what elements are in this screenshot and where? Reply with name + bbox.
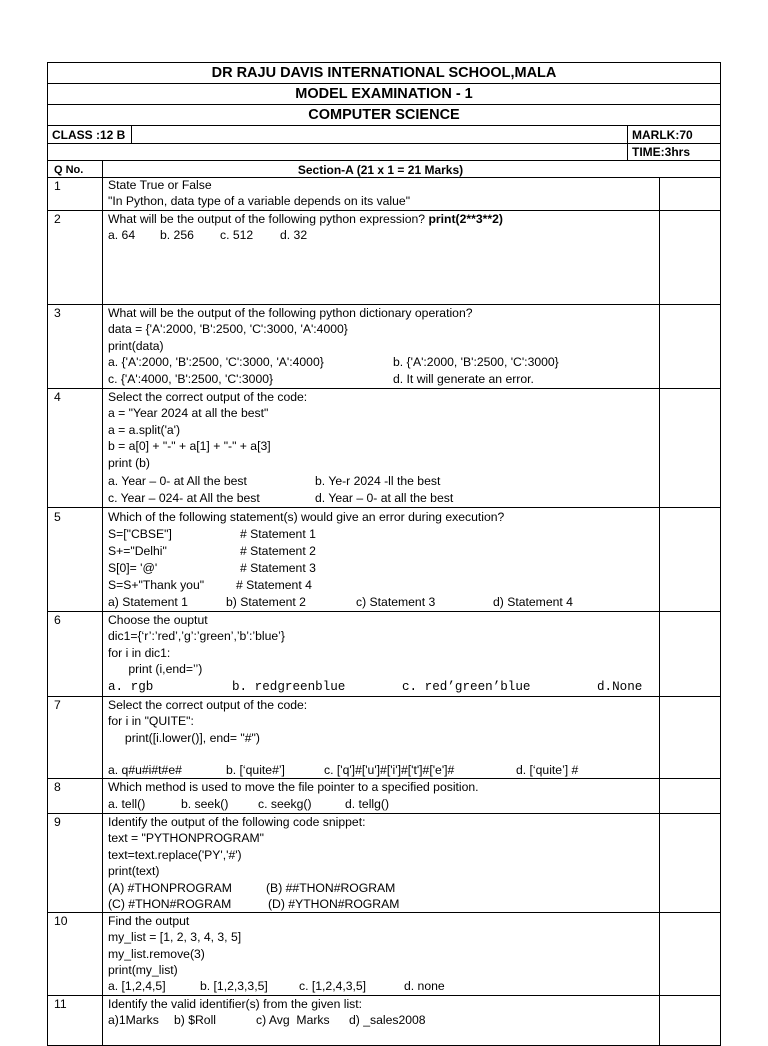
statement-label: # Statement 3 [240, 561, 316, 575]
statement-label: # Statement 2 [240, 544, 316, 558]
question-number: 9 [54, 815, 61, 829]
option: d) _sales2008 [349, 1013, 426, 1027]
option: c. {'A':4000, 'B':2500, 'C':3000} [108, 372, 274, 386]
question-9 [108, 814, 658, 912]
question-number: 7 [54, 698, 61, 712]
option: d.None [597, 680, 643, 694]
question-2 [108, 211, 658, 245]
question-text: data = {'A':2000, 'B':2500, 'C':3000, 'A':4000} [108, 322, 348, 337]
question-text: a = "Year 2024 at all the best" [108, 406, 269, 421]
divider [627, 126, 628, 143]
statement-code: S[0]= '@' [108, 561, 158, 575]
option: a. rgb [108, 680, 154, 694]
question-3 [108, 305, 658, 389]
question-1 [108, 177, 410, 210]
option: a. 64 [108, 228, 136, 242]
question-8 [108, 779, 658, 813]
option: c. 512 [220, 228, 254, 242]
question-number: 6 [54, 613, 61, 627]
question-5 [108, 509, 658, 611]
option: (D) #YTHON#ROGRAM [268, 897, 400, 911]
question-text: dic1={‘r’:’red’,’g’:’green’,’b’:’blue’} [108, 629, 285, 644]
option: c) Avg Marks [256, 1013, 330, 1027]
option: b) Statement 2 [226, 595, 306, 609]
option: b. [1,2,3,3,5] [200, 979, 268, 993]
question-text: text = "PYTHONPROGRAM" [108, 831, 264, 846]
question-text: Which method is used to move the file pointer to a specified position. [108, 780, 479, 794]
question-number: 5 [54, 510, 61, 524]
question-text: "In Python, data type of a variable depends on its value" [108, 194, 411, 209]
option: c. seekg() [258, 797, 312, 811]
question-text: print(text) [108, 864, 160, 879]
question-text: b = a[0] + "-" + a[1] + "-" + a[3] [108, 439, 271, 454]
option: b. Ye-r 2024 -ll the best [315, 474, 441, 488]
question-6 [108, 612, 658, 696]
question-number: 10 [54, 914, 68, 928]
time-allowed: TIME:3hrs [632, 145, 691, 159]
option: (B) ##THON#ROGRAM [266, 881, 396, 895]
option: d. [‘quite’] # [516, 763, 579, 777]
question-text: text=text.replace('PY','#') [108, 847, 242, 862]
question-text: my_list = [1, 2, 3, 4, 3, 5] [108, 930, 242, 945]
question-text: Find the output [108, 914, 190, 928]
statement-code: S=S+"Thank you" [108, 578, 205, 592]
question-table [47, 160, 721, 1046]
question-text: What will be the output of the following python dictionary operation? [108, 306, 473, 320]
question-number: 4 [54, 390, 61, 404]
row-divider [48, 507, 720, 508]
question-text: State True or False [108, 178, 212, 192]
option: c. red’green’blue [402, 680, 531, 694]
option: a. {'A':2000, 'B':2500, 'C':3000, 'A':4000} [108, 355, 324, 369]
question-code: print(2**3**2) [428, 212, 503, 226]
option: b. seek() [181, 797, 229, 811]
question-11 [108, 996, 658, 1036]
question-text: What will be the output of the following python expression? [108, 212, 429, 226]
question-10 [108, 913, 658, 995]
option: c. [1,2,4,3,5] [299, 979, 367, 993]
option: b. [‘quite#’] [226, 763, 285, 777]
question-text: Select the correct output of the code: [108, 698, 308, 712]
option: c) Statement 3 [356, 595, 436, 609]
option: a) Statement 1 [108, 595, 188, 609]
question-text: my_list.remove(3) [108, 946, 205, 961]
question-text: print(data) [108, 338, 164, 353]
question-text: for i in dic1: [108, 645, 171, 660]
question-number: 3 [54, 306, 61, 320]
question-text: Identify the output of the following code snippet: [108, 815, 366, 829]
option: (C) #THON#ROGRAM [108, 897, 232, 911]
option: b) $Roll [174, 1013, 216, 1027]
question-text: print([i.lower()], end= "#") [108, 730, 260, 745]
option: a. q#u#i#t#e# [108, 763, 182, 777]
max-marks: MARLK:70 [632, 128, 693, 142]
option: d. tellg() [345, 797, 390, 811]
option: b. redgreenblue [232, 680, 346, 694]
option: d. none [404, 979, 445, 993]
exam-title: MODEL EXAMINATION - 1 [47, 83, 721, 105]
option: b. {'A':2000, 'B':2500, 'C':3000} [393, 355, 559, 369]
option: c. Year – 024- at All the best [108, 491, 260, 505]
question-text: Select the correct output of the code: [108, 390, 308, 404]
subject-title: COMPUTER SCIENCE [47, 104, 721, 126]
option: a. tell() [108, 797, 146, 811]
statement-label: # Statement 1 [240, 527, 316, 541]
option: d. Year – 0- at all the best [315, 491, 454, 505]
question-text: a = a.split('a') [108, 422, 181, 437]
option: (A) #THONPROGRAM [108, 881, 232, 895]
question-number: 11 [54, 997, 67, 1011]
question-number: 1 [54, 179, 61, 193]
class-row [47, 125, 721, 144]
statement-code: S+="Delhi" [108, 544, 167, 558]
option: d) Statement 4 [493, 595, 573, 609]
question-text: Identify the valid identifier(s) from the given list: [108, 997, 363, 1011]
divider [131, 126, 132, 143]
time-row [47, 143, 721, 161]
school-name: DR RAJU DAVIS INTERNATIONAL SCHOOL,MALA [47, 62, 721, 84]
question-7 [108, 697, 658, 777]
option: a)1Marks [108, 1013, 159, 1027]
question-text: print (b) [108, 455, 150, 470]
option: d. 32 [280, 228, 308, 242]
question-number: 8 [54, 780, 61, 794]
option: b. 256 [160, 228, 194, 242]
qno-header: Q No. [54, 164, 84, 176]
question-text: for i in "QUITE": [108, 714, 194, 729]
divider [627, 143, 628, 160]
option: d. It will generate an error. [393, 372, 534, 386]
option: a. Year – 0- at All the best [108, 474, 247, 488]
section-header: Section-A (21 x 1 = 21 Marks) [297, 163, 464, 177]
question-text: print (i,end=’’) [108, 662, 203, 677]
question-text: Which of the following statement(s) would give an error during execution? [108, 510, 505, 524]
question-text: Choose the ouptut [108, 613, 208, 627]
statement-code: S=["CBSE"] [108, 527, 172, 541]
option: c. ['q']#['u']#['i']#['t']#['e']# [324, 763, 455, 777]
question-4 [108, 389, 658, 507]
statement-label: # Statement 4 [236, 578, 312, 592]
class-label: CLASS :12 B [52, 128, 126, 142]
option: a. [1,2,4,5] [108, 979, 166, 993]
question-text: print(my_list) [108, 963, 178, 978]
question-number: 2 [54, 212, 61, 226]
